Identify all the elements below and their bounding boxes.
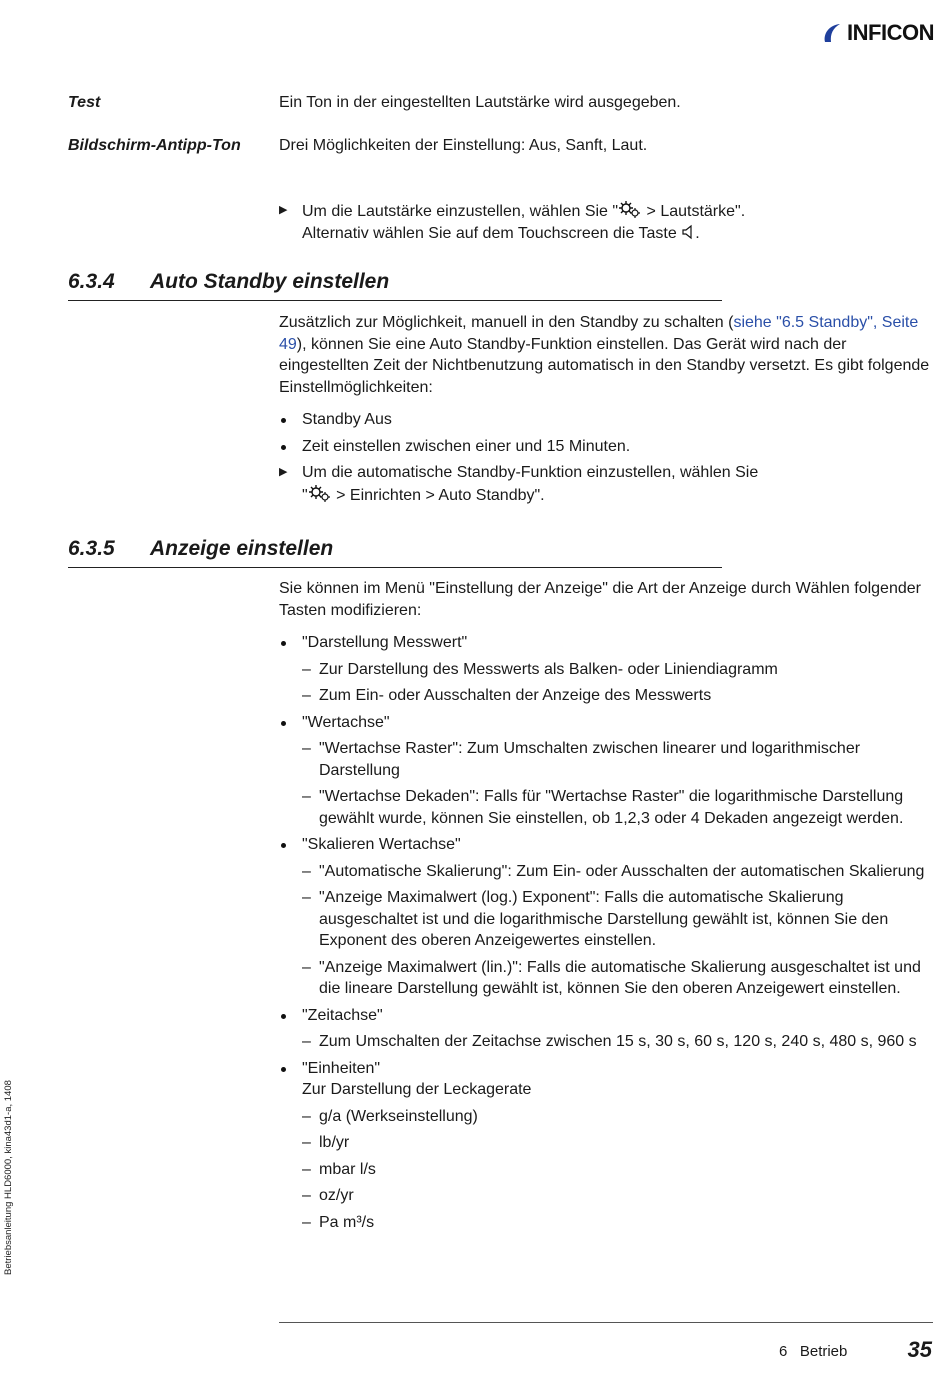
sub-item: – Zur Darstellung des Messwerts als Balken- oder Liniendiagramm: [302, 660, 778, 678]
document-reference: Betriebsanleitung HLD6000, kina43d1-a, 1408: [3, 1080, 14, 1275]
dash-list: [302, 738, 934, 829]
volume-instruction: [279, 200, 934, 244]
bullet-list: [279, 632, 934, 1233]
sub-item: – "Automatische Skalierung": Zum Ein- oder Ausschalten der automatischen Skalierung: [302, 862, 925, 880]
sub-item: – Zum Ein- oder Ausschalten der Anzeige des Messwerts: [302, 687, 712, 704]
paragraph: Zusätzlich zur Möglichkeit, manuell in den Standby zu schalten (siehe "6.5 Standby", Seite 49), können Sie eine Auto Standby-Funktion einstellen. Das Gerät wird nach der eingestellten Zeit der Nichtbenutzung automatisch in den Standby versetzt. Es gibt folgende Einstellmöglichkeiten:: [279, 314, 930, 396]
page-number: 35: [907, 1337, 932, 1362]
action-arrow-icon: ▶: [279, 204, 288, 216]
list-item: "Wertachse" – "Wertachse Raster": Zum Umschalten zwischen linearer und logarithmischer Darstellung – "Wertachse Dekaden": Falls für "Wertachse Raster" die logarithmische Darstellung gewählt wurde, können Sie einstellen, ob 1,2,3 oder 4 Dekaden angezeigt werden.: [279, 712, 934, 830]
sub-item: – Zum Umschalten der Zeitachse zwischen 15 s, 30 s, 60 s, 120 s, 240 s, 480 s, 960 s: [302, 1033, 917, 1050]
speaker-icon: [681, 224, 695, 240]
definition-term: Test: [68, 94, 101, 111]
dash-list: [302, 861, 934, 1000]
sub-item: – mbar l/s: [302, 1160, 376, 1178]
section-6-3-5-body: [279, 578, 934, 1238]
sub-item: – "Wertachse Raster": Zum Umschalten zwischen linearer und logarithmischer Darstellung: [302, 740, 861, 779]
definition-desc: Ein Ton in der eingestellten Lautstärke wird ausgegeben.: [279, 94, 681, 111]
footer-chapter: 6 Betrieb: [779, 1343, 848, 1360]
settings-gear-icon: [308, 484, 332, 502]
list-item: "Darstellung Messwert" – Zur Darstellung des Messwerts als Balken- oder Liniendiagramm – Zum Ein- oder Ausschalten der Anzeige des Messwerts: [279, 632, 934, 707]
section-heading-6-3-4: [68, 270, 722, 301]
list-item: "Zeitachse" – Zum Umschalten der Zeitachse zwischen 15 s, 30 s, 60 s, 120 s, 240 s, 480 s, 960 s: [279, 1005, 934, 1053]
brand-name: INFICON: [847, 20, 934, 45]
sub-item: – lb/yr: [302, 1134, 350, 1151]
dash-list: [302, 1031, 934, 1053]
action-line: Um die Lautstärke einzustellen, wählen Sie " > Lautstärke".: [302, 200, 934, 223]
sub-item: – Pa m³/s: [302, 1213, 375, 1231]
list-item: Standby Aus: [279, 409, 934, 431]
section-6-3-4-body: [279, 312, 934, 506]
dash-list: [302, 659, 934, 707]
cross-reference-link[interactable]: siehe "6.5 Standby", Seite 49: [279, 314, 919, 353]
section-heading-6-3-5: [68, 537, 722, 568]
bullet-list: [279, 409, 934, 457]
inficon-logo: [821, 20, 934, 46]
action-line: Um die automatische Standby-Funktion einzustellen, wählen Sie: [302, 464, 759, 481]
action-step: [279, 200, 934, 244]
action-line: " > Einrichten > Auto Standby".: [302, 484, 934, 507]
item-note: Zur Darstellung der Leckagerate: [302, 1081, 532, 1098]
list-item: "Einheiten" Zur Darstellung der Leckagerate – g/a (Werkseinstellung) – lb/yr – mbar l/s – oz/yr – Pa m³/s: [279, 1058, 934, 1234]
list-item: "Skalieren Wertachse" – "Automatische Skalierung": Zum Ein- oder Ausschalten der automatischen Skalierung – "Anzeige Maximalwert (log.) Exponent": Falls die automatische Skalierung ausgeschaltet ist und die logarithmische Darstellung gewählt ist, können Sie den Exponent des oberen Anzeigewertes einstellen. – "Anzeige Maximalwert (lin.)": Falls die automatische Skalierung ausgeschaltet ist und die lineare Darstellung gewählt ist, können Sie den oberen Anzeigewert einstellen.: [279, 834, 934, 1000]
section-number: 6.3.4: [68, 270, 115, 293]
definition-desc: Drei Möglichkeiten der Einstellung: Aus, Sanft, Laut.: [279, 137, 648, 154]
action-arrow-icon: ▶: [279, 466, 288, 478]
section-title: Anzeige einstellen: [150, 537, 334, 560]
definition-term: Bildschirm-Antipp-Ton: [68, 137, 241, 154]
sub-item: – g/a (Werkseinstellung): [302, 1107, 478, 1125]
footer-rule: [279, 1322, 933, 1323]
list-item: Zeit einstellen zwischen einer und 15 Minuten.: [279, 436, 934, 458]
section-number: 6.3.5: [68, 537, 115, 560]
settings-gear-icon: [618, 200, 642, 218]
action-line: Alternativ wählen Sie auf dem Touchscreen die Taste .: [302, 224, 700, 242]
sub-item: – "Wertachse Dekaden": Falls für "Wertachse Raster" die logarithmische Darstellung gewählt wurde, können Sie einstellen, ob 1,2,3 oder 4 Dekaden angezeigt werden.: [302, 788, 904, 827]
dash-list: [302, 1106, 934, 1234]
sub-item: – oz/yr: [302, 1187, 354, 1204]
sub-item: – "Anzeige Maximalwert (lin.)": Falls die automatische Skalierung ausgeschaltet ist und die lineare Darstellung gewählt ist, können Sie den oberen Anzeigewert einstellen.: [302, 958, 921, 997]
section-title: Auto Standby einstellen: [150, 270, 390, 293]
action-step: [279, 462, 934, 506]
inficon-swoosh-icon: [821, 22, 843, 44]
paragraph: Sie können im Menü "Einstellung der Anzeige" die Art der Anzeige durch Wählen folgender Tasten modifizieren:: [279, 580, 921, 619]
sub-item: – "Anzeige Maximalwert (log.) Exponent": Falls die automatische Skalierung ausgeschaltet ist und die logarithmische Darstellung gewählt ist, können Sie den Exponent des oberen Anzeigewertes einstellen.: [302, 889, 889, 949]
